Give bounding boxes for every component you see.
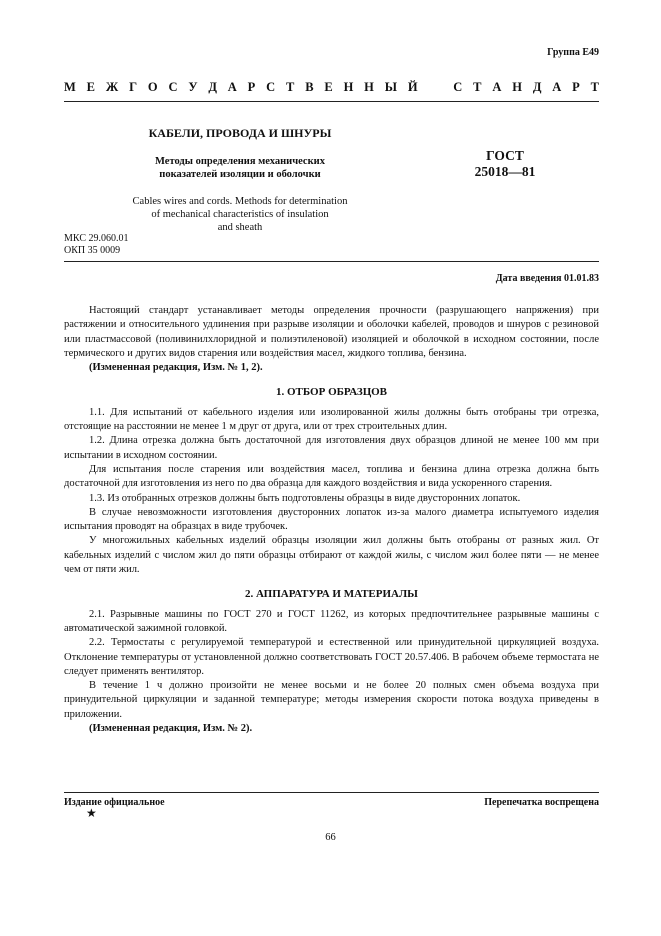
official-edition-label: Издание официальное — [64, 797, 165, 808]
mks-code: МКС 29.060.01 — [64, 233, 129, 244]
banner-gap — [428, 80, 442, 95]
banner-letter: С — [168, 80, 178, 94]
section-heading-1: 1. ОТБОР ОБРАЗЦОВ — [275, 386, 388, 399]
page-number: 66 — [325, 832, 336, 843]
clause-1-3: 1.3. Из отобранных отрезков должны быть подготовлены образцы в виде двусторонних лопаток. — [89, 492, 521, 504]
document-subtitle: Методы определения механических показателей изоляции и оболочки — [155, 156, 325, 180]
banner-letter: Ы — [384, 80, 398, 94]
reprint-prohibited-label: Перепечатка воспрещена — [484, 797, 599, 808]
section-heading-2: 2. АППАРАТУРА И МАТЕРИАЛЫ — [245, 588, 418, 601]
banner-letter: У — [188, 80, 198, 94]
banner-letter: Й — [407, 80, 418, 94]
banner-letter: Н — [343, 80, 354, 94]
clause-1-1: 1.1. Для испытаний от кабельного изделия или изолированной жилы должны быть отобраны три отрезка, отстоящие на расстоянии не менее 1 м друг от друга, или от трех строительных длин. — [64, 406, 599, 433]
banner-letter: О — [147, 80, 158, 94]
clause-2-2: 2.2. Термостаты с регулируемой температурой и естественной или принудительной циркуляцией воздуха. Отклонение температуры от установленной должно соответствовать ГОСТ 20.57.406. В рабочем объеме термостата не следует применять вентилятор. — [64, 637, 599, 677]
english-title: Cables wires and cords. Methods for determination of mechanical characteristics of insulation and sheath — [132, 196, 348, 233]
introduction-date: Дата введения 01.01.83 — [495, 273, 599, 284]
banner-letter: Д — [532, 80, 542, 94]
header-rule — [64, 101, 599, 102]
banner-letter: А — [227, 80, 237, 94]
banner-letter: С — [453, 80, 463, 94]
banner-letter: М — [64, 80, 76, 94]
title-rule — [64, 261, 599, 262]
banner-letter: Т — [286, 80, 295, 94]
gost-label: ГОСТ — [486, 148, 524, 163]
okp-code: ОКП 35 0009 — [64, 245, 121, 256]
interstate-standard-banner — [64, 80, 599, 95]
gost-number: 25018—81 — [474, 164, 536, 179]
intro-paragraph: Настоящий стандарт устанавливает методы определения прочности (разрушающего напряжения) при растяжении и относительного удлинения при разрыве изоляции и оболочки кабелей, проводов и шнуров с резиновой или пластмассовой (поливинилхлоридной и полиэтиленовой) изоляцией и оболочкой в исходном состоянии, после термического и других видов старения или воздействия масел, жидкого топлива, бензина. — [64, 305, 599, 359]
star-icon: ★ — [86, 806, 97, 820]
banner-letter: А — [552, 80, 562, 94]
banner-letter: Г — [129, 80, 138, 94]
banner-letter: В — [305, 80, 314, 94]
banner-letter: Н — [512, 80, 522, 94]
banner-letter: Т — [590, 80, 599, 94]
banner-letter: Р — [247, 80, 256, 94]
banner-letter: Р — [572, 80, 580, 94]
clause-1-3-continued: В случае невозможности изготовления двусторонних лопаток из-за малого диаметра испытуемого изделия испытания проводят на образцах в виде трубочек. — [64, 506, 599, 533]
clause-2-1: 2.1. Разрывные машины по ГОСТ 270 и ГОСТ 11262, из которых предпочтительнее разрывные машины с автоматической зажимной головкой. — [64, 608, 599, 634]
gost-designation — [460, 148, 550, 180]
group-code: Группа Е49 — [547, 47, 599, 58]
title-block — [110, 126, 370, 234]
banner-letter: Е — [86, 80, 95, 94]
banner-letter: С — [266, 80, 276, 94]
clause-1-2-continued: Для испытания после старения или воздействия масел, топлива и бензина длина отрезка должна быть достаточной для изготовления из него по два образца для каждого воздействия и вида ускоренного старения. — [64, 463, 599, 490]
banner-letter: Ж — [105, 80, 119, 94]
banner-letter: Е — [324, 80, 333, 94]
footer-rule — [64, 792, 599, 793]
clause-1-2: 1.2. Длина отрезка должна быть достаточной для изготовления двух образцов длиной не менее 100 мм при испытании в исходном состоянии. — [64, 435, 599, 461]
clause-2-2-continued: В течение 1 ч должно произойти не менее восьми и не более 20 полных смен объема воздуха при принудительной циркуляции и заданной температуре; методы измерения скорости потока воздуха приведены в приложении. — [64, 680, 599, 720]
document-body — [64, 304, 599, 736]
banner-letter: А — [492, 80, 502, 94]
banner-letter: Т — [473, 80, 482, 94]
classification-codes — [64, 233, 128, 257]
amendment-note: (Измененная редакция, Изм. № 1, 2). — [89, 362, 263, 374]
amendment-note-2: (Измененная редакция, Изм. № 2). — [89, 723, 253, 735]
clause-1-3-multicore: У многожильных кабельных изделий образцы изоляции жил должны быть отобраны от разных жил. От кабельных изделий с числом жил до пяти образцы отбирают от каждой жилы, с числом жил более пяти — не менее чем от пяти жил. — [64, 535, 599, 576]
document-title: КАБЕЛИ, ПРОВОДА И ШНУРЫ — [148, 126, 332, 140]
banner-letter: Д — [208, 80, 217, 94]
banner-letter: Н — [364, 80, 374, 94]
